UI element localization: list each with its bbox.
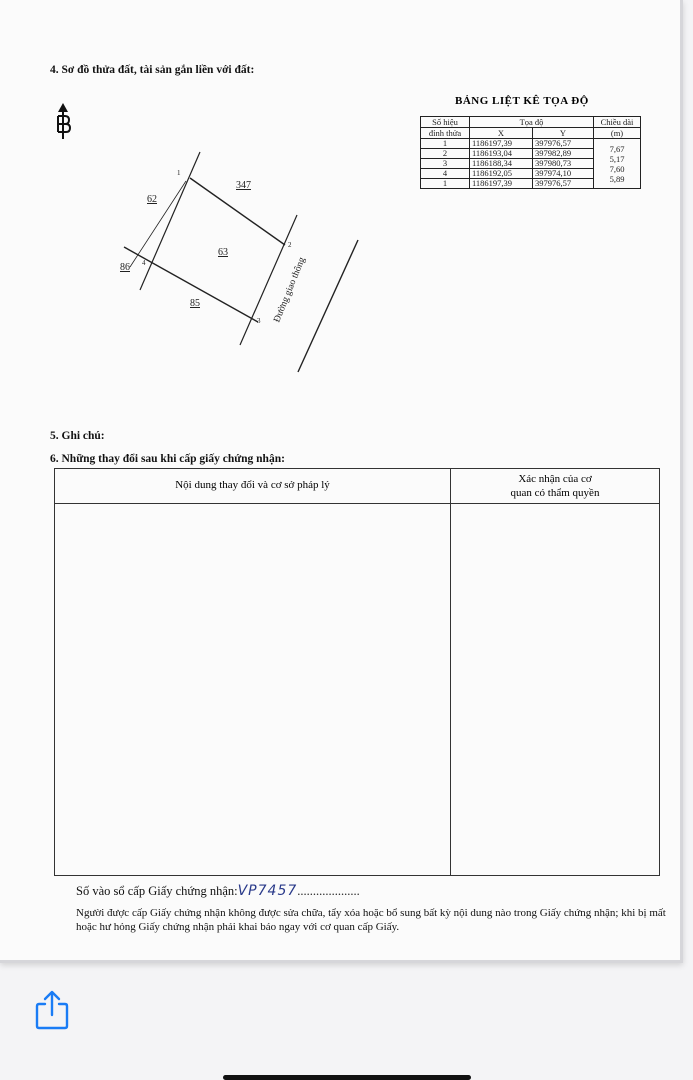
point-label-2: 2 [288, 241, 292, 249]
parcel-347-label: 347 [236, 180, 251, 191]
row-id: 3 [421, 159, 470, 169]
point-label-4: 4 [142, 259, 146, 267]
column-divider [450, 469, 451, 875]
header-divider [55, 503, 659, 504]
row-y: 397976,57 [533, 179, 594, 189]
length-value: 7,60 [609, 164, 625, 174]
parcel-62-label: 62 [147, 194, 157, 205]
header-x: X [470, 128, 533, 139]
col-content-header: Nội dung thay đổi và cơ sở pháp lý [175, 479, 330, 491]
row-id: 1 [421, 139, 470, 149]
registration-label: Số vào sổ cấp Giấy chứng nhận: [76, 884, 238, 898]
header-chieu-dai: Chiều dài [594, 117, 641, 128]
col-confirmation-line1: Xác nhận của cơ [518, 473, 592, 485]
share-button[interactable] [34, 990, 70, 1030]
row-x: 1186197,39 [470, 139, 533, 149]
parcel-edge [130, 181, 186, 267]
north-arrow-icon [54, 103, 72, 139]
col-confirmation-line2: quan có thẩm quyền [510, 487, 600, 499]
point-label-1: 1 [177, 169, 181, 177]
changes-table [54, 468, 660, 876]
length-value: 7,67 [609, 144, 625, 154]
col-confirmation-header [451, 472, 659, 500]
boundary-line [140, 152, 200, 290]
length-value: 5,89 [609, 174, 625, 184]
parcel-86-label: 86 [120, 262, 130, 273]
header-so-hieu: Số hiệu [421, 117, 470, 128]
row-id: 4 [421, 169, 470, 179]
registration-line [76, 883, 360, 899]
parcel-63-label: 63 [218, 247, 228, 258]
parcel-map [110, 140, 370, 380]
section-5-title: 5. Ghi chú: [50, 430, 105, 442]
row-id: 2 [421, 149, 470, 159]
coord-table-title: BẢNG LIỆT KÊ TỌA ĐỘ [455, 95, 589, 107]
row-x: 1186188,34 [470, 159, 533, 169]
section-6-title: 6. Những thay đổi sau khi cấp giấy chứng nhận: [50, 453, 285, 465]
row-y: 397980,73 [533, 159, 594, 169]
share-icon [34, 990, 70, 1030]
row-y: 397974,10 [533, 169, 594, 179]
road-label: Đường giao thông [272, 256, 308, 324]
coordinate-table [420, 116, 641, 189]
lengths-cell [594, 139, 641, 189]
header-y: Y [533, 128, 594, 139]
length-value: 5,17 [609, 154, 625, 164]
row-x: 1186193,04 [470, 149, 533, 159]
row-y: 397982,89 [533, 149, 594, 159]
header-unit: (m) [594, 128, 641, 139]
section-4-title: 4. Sơ đồ thửa đất, tài sản gắn liền với đất: [50, 64, 255, 76]
point-label-3: 3 [257, 317, 261, 325]
notice-text: Người được cấp Giấy chứng nhận không được sửa chữa, tẩy xóa hoặc bổ sung bất kỳ nội dung nào trong Giấy chứng nhận; khi bị mất hoặc hư hỏng Giấy chứng nhận phải khai báo ngay với cơ quan cấp Giấy. [76, 907, 666, 933]
row-x: 1186197,39 [470, 179, 533, 189]
header-toa-do: Tọa độ [470, 117, 594, 128]
row-id: 1 [421, 179, 470, 189]
table-row [421, 139, 641, 149]
row-x: 1186192,05 [470, 169, 533, 179]
row-y: 397976,57 [533, 139, 594, 149]
header-dinh-thua: đỉnh thửa [421, 128, 470, 139]
registration-dots: .................... [297, 884, 360, 898]
home-indicator [223, 1075, 471, 1080]
registration-number: VP7457 [237, 883, 298, 899]
parcel-85-label: 85 [190, 298, 200, 309]
